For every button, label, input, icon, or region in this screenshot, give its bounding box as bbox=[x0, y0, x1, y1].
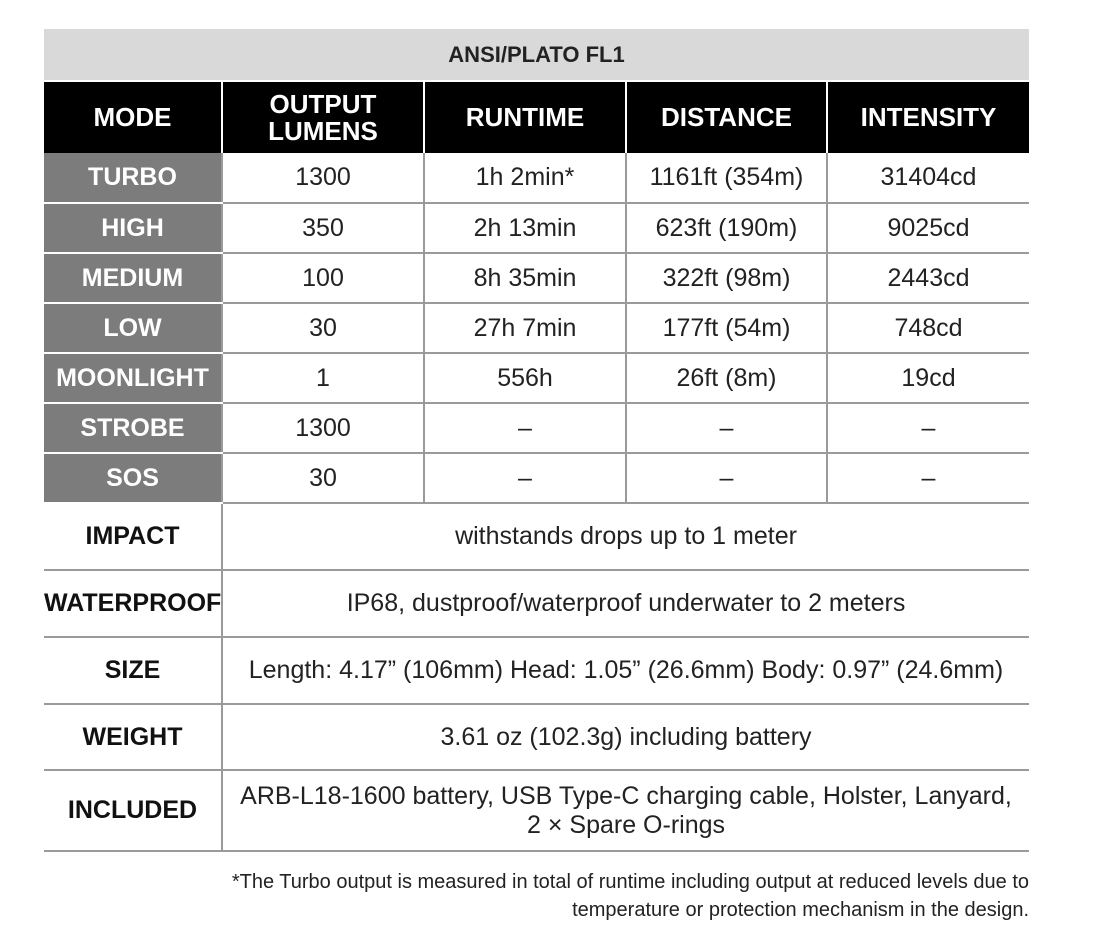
table-row bbox=[44, 153, 1029, 203]
output-cell: 1300 bbox=[222, 153, 424, 203]
distance-cell: – bbox=[626, 403, 827, 453]
spec-value-size: Length: 4.17” (106mm) Head: 1.05” (26.6mm) Body: 0.97” (24.6mm) bbox=[222, 637, 1029, 704]
output-cell: 1300 bbox=[222, 403, 424, 453]
spec-row-size bbox=[44, 637, 1029, 704]
spec-label-weight: WEIGHT bbox=[44, 704, 222, 770]
spec-row-weight bbox=[44, 704, 1029, 770]
table-row bbox=[44, 353, 1029, 403]
intensity-cell: – bbox=[827, 403, 1029, 453]
spec-label-included: INCLUDED bbox=[44, 770, 222, 851]
table-row bbox=[44, 253, 1029, 303]
distance-cell: 26ft (8m) bbox=[626, 353, 827, 403]
spec-row-waterproof bbox=[44, 570, 1029, 637]
intensity-cell: 9025cd bbox=[827, 203, 1029, 253]
footnote bbox=[69, 868, 1029, 924]
distance-cell: 623ft (190m) bbox=[626, 203, 827, 253]
header-runtime: RUNTIME bbox=[424, 81, 626, 153]
header-intensity: INTENSITY bbox=[827, 81, 1029, 153]
mode-cell: TURBO bbox=[44, 153, 222, 203]
distance-cell: – bbox=[626, 453, 827, 503]
spec-label-impact: IMPACT bbox=[44, 503, 222, 570]
intensity-cell: 748cd bbox=[827, 303, 1029, 353]
footnote-line1: *The Turbo output is measured in total of runtime including output at reduced levels due to bbox=[231, 871, 1029, 893]
mode-cell: MEDIUM bbox=[44, 253, 222, 303]
spec-value-impact: withstands drops up to 1 meter bbox=[222, 503, 1029, 570]
intensity-cell: 19cd bbox=[827, 353, 1029, 403]
standard-title: ANSI/PLATO FL1 bbox=[44, 29, 1029, 81]
distance-cell: 1161ft (354m) bbox=[626, 153, 827, 203]
spec-value-included-line1: ARB-L18-1600 battery, USB Type-C charging cable, Holster, Lanyard, bbox=[240, 781, 1012, 810]
mode-cell: MOONLIGHT bbox=[44, 353, 222, 403]
spec-row-impact bbox=[44, 503, 1029, 570]
output-cell: 100 bbox=[222, 253, 424, 303]
header-mode: MODE bbox=[44, 81, 222, 153]
runtime-cell: – bbox=[424, 403, 626, 453]
footnote-line2: temperature or protection mechanism in the design. bbox=[572, 899, 1029, 921]
runtime-cell: 2h 13min bbox=[424, 203, 626, 253]
distance-cell: 322ft (98m) bbox=[626, 253, 827, 303]
mode-cell: SOS bbox=[44, 453, 222, 503]
header-row bbox=[44, 81, 1029, 153]
runtime-cell: 8h 35min bbox=[424, 253, 626, 303]
mode-cell: LOW bbox=[44, 303, 222, 353]
output-cell: 1 bbox=[222, 353, 424, 403]
runtime-cell: 556h bbox=[424, 353, 626, 403]
spec-label-waterproof: WATERPROOF bbox=[44, 570, 222, 637]
spec-value-weight: 3.61 oz (102.3g) including battery bbox=[222, 704, 1029, 770]
table-row bbox=[44, 453, 1029, 503]
table-row bbox=[44, 203, 1029, 253]
spec-sheet bbox=[44, 29, 1029, 852]
output-cell: 30 bbox=[222, 303, 424, 353]
mode-cell: HIGH bbox=[44, 203, 222, 253]
spec-value-included bbox=[222, 770, 1029, 851]
spec-value-waterproof: IP68, dustproof/waterproof underwater to 2 meters bbox=[222, 570, 1029, 637]
runtime-cell: 27h 7min bbox=[424, 303, 626, 353]
output-cell: 350 bbox=[222, 203, 424, 253]
spec-value-included-line2: 2 × Spare O-rings bbox=[527, 810, 726, 839]
output-cell: 30 bbox=[222, 453, 424, 503]
header-output-lumens bbox=[222, 81, 424, 153]
intensity-cell: – bbox=[827, 453, 1029, 503]
header-output-lumens-text: OUTPUT LUMENS bbox=[268, 88, 378, 146]
runtime-cell: – bbox=[424, 453, 626, 503]
spec-label-size: SIZE bbox=[44, 637, 222, 704]
runtime-cell: 1h 2min* bbox=[424, 153, 626, 203]
distance-cell: 177ft (54m) bbox=[626, 303, 827, 353]
spec-row-included bbox=[44, 770, 1029, 851]
mode-cell: STROBE bbox=[44, 403, 222, 453]
spec-table bbox=[44, 29, 1029, 852]
table-row bbox=[44, 303, 1029, 353]
intensity-cell: 2443cd bbox=[827, 253, 1029, 303]
table-row bbox=[44, 403, 1029, 453]
header-distance: DISTANCE bbox=[626, 81, 827, 153]
intensity-cell: 31404cd bbox=[827, 153, 1029, 203]
